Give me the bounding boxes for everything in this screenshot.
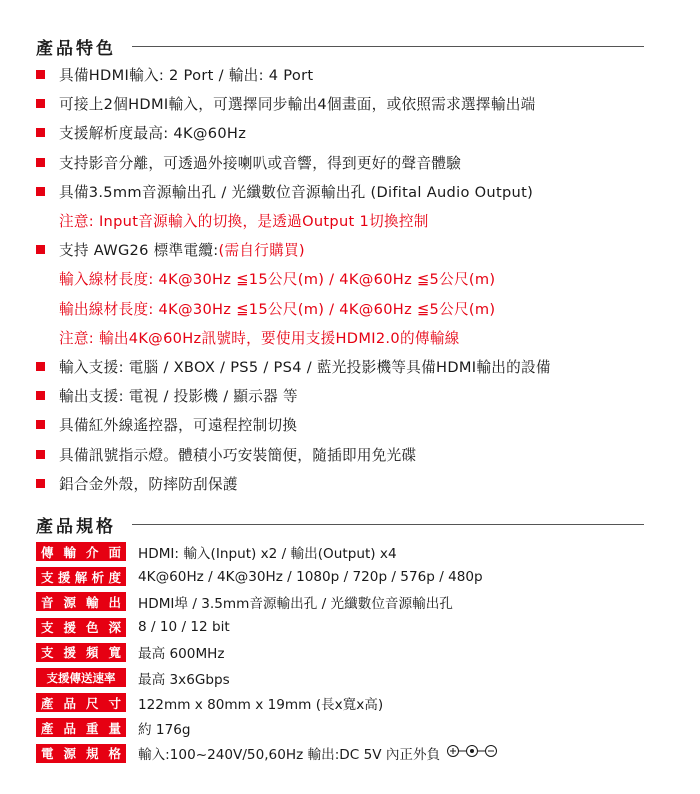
bullet-square-icon bbox=[36, 479, 45, 488]
spec-label: 電 源 規 格 bbox=[36, 744, 126, 763]
spec-value bbox=[138, 718, 191, 738]
feature-item bbox=[36, 177, 656, 206]
bullet-square-icon bbox=[36, 128, 45, 137]
feature-item bbox=[36, 235, 656, 264]
feature-item bbox=[36, 323, 656, 352]
feature-text: 支援解析度最高: 4K@60Hz bbox=[59, 125, 247, 143]
spec-value-text: 122mm x 80mm x 19mm (長x寬x高) bbox=[138, 696, 384, 713]
feature-item bbox=[36, 148, 656, 177]
specs-header bbox=[36, 512, 644, 537]
spec-row bbox=[36, 539, 656, 564]
spec-row bbox=[36, 564, 656, 589]
feature-item bbox=[36, 264, 656, 293]
feature-item bbox=[36, 118, 656, 147]
bullet-square-icon bbox=[36, 362, 45, 371]
spec-label: 支援傳送速率 bbox=[36, 668, 126, 687]
spec-value-text: 約 176g bbox=[138, 721, 191, 738]
feature-text: 具備HDMI輸入: 2 Port / 輸出: 4 Port bbox=[59, 67, 314, 85]
feature-text: 可接上2個HDMI輸入，可選擇同步輸出4個畫面，或依照需求選擇輸出端 bbox=[59, 96, 536, 114]
spec-value bbox=[138, 569, 483, 585]
feature-item bbox=[36, 89, 656, 118]
spec-label: 支 援 色 深 bbox=[36, 618, 126, 637]
feature-item bbox=[36, 352, 656, 381]
feature-text: 注意: 輸出4K@60Hz訊號時，要使用支援HDMI2.0的傳輸線 bbox=[59, 329, 460, 347]
bullet-square-icon bbox=[36, 99, 45, 108]
feature-list bbox=[36, 60, 656, 498]
spec-value-text: 最高 3x6Gbps bbox=[138, 671, 230, 688]
feature-text: 具備訊號指示燈。體積小巧安裝簡便，隨插即用免光碟 bbox=[59, 446, 417, 464]
feature-text: 鋁合金外殼，防摔防刮保護 bbox=[59, 475, 238, 493]
feature-text: 輸入線材長度: 4K@30Hz ≦15公尺(m) / 4K@60Hz ≦5公尺(m) bbox=[59, 271, 496, 289]
feature-note-red: (需自行購買) bbox=[218, 242, 305, 260]
dc-polarity-icon bbox=[446, 744, 498, 762]
spec-value-text: HDMI埠 / 3.5mm音源輸出孔 / 光纖數位音源輸出孔 bbox=[138, 595, 453, 612]
feature-item bbox=[36, 469, 656, 498]
feature-item bbox=[36, 60, 656, 89]
spec-label: 傳 輸 介 面 bbox=[36, 542, 126, 561]
feature-text: 輸出支援: 電視 / 投影機 / 顯示器 等 bbox=[59, 388, 298, 406]
specs-title: 產品規格 bbox=[36, 517, 116, 537]
spec-row bbox=[36, 741, 656, 766]
spec-row bbox=[36, 615, 656, 640]
bullet-square-icon bbox=[36, 420, 45, 429]
bullet-square-icon bbox=[36, 70, 45, 79]
feature-item bbox=[36, 439, 656, 468]
bullet-square-icon bbox=[36, 187, 45, 196]
spec-value-text: 輸入:100~240V/50,60Hz 輸出:DC 5V 內正外負 bbox=[138, 747, 441, 764]
spec-table bbox=[36, 539, 656, 766]
feature-text: 具備紅外線遙控器，可遠程控制切換 bbox=[59, 417, 298, 435]
feature-item bbox=[36, 381, 656, 410]
bullet-square-icon bbox=[36, 391, 45, 400]
spec-value bbox=[138, 619, 230, 635]
feature-text: 具備3.5mm音源輸出孔 / 光纖數位音源輸出孔 (Difital Audio Output) bbox=[59, 183, 534, 201]
spec-value-text: 8 / 10 / 12 bit bbox=[138, 619, 230, 636]
spec-value bbox=[138, 668, 230, 688]
feature-text: 輸入支援: 電腦 / XBOX / PS5 / PS4 / 藍光投影機等具備HDMI輸出的設備 bbox=[59, 358, 551, 376]
features-header bbox=[36, 34, 644, 59]
feature-item bbox=[36, 294, 656, 323]
feature-text: 支持影音分離，可透過外接喇叭或音響，得到更好的聲音體驗 bbox=[59, 154, 462, 172]
bullet-square-icon bbox=[36, 450, 45, 459]
spec-label: 音 源 輸 出 bbox=[36, 592, 126, 611]
spec-row bbox=[36, 665, 656, 690]
spec-label: 產 品 重 量 bbox=[36, 718, 126, 737]
spec-label: 產 品 尺 寸 bbox=[36, 693, 126, 712]
spec-value bbox=[138, 592, 453, 612]
specs-divider bbox=[132, 524, 644, 525]
spec-value bbox=[138, 743, 498, 763]
bullet-square-icon bbox=[36, 158, 45, 167]
spec-value-text: HDMI: 輸入(Input) x2 / 輸出(Output) x4 bbox=[138, 545, 397, 562]
spec-row bbox=[36, 589, 656, 614]
feature-text: 輸出線材長度: 4K@30Hz ≦15公尺(m) / 4K@60Hz ≦5公尺(m) bbox=[59, 300, 496, 318]
spec-label: 支 援 頻 寬 bbox=[36, 643, 126, 662]
feature-text: 注意: Input音源輸入的切換，是透過Output 1切換控制 bbox=[59, 213, 429, 231]
spec-row bbox=[36, 715, 656, 740]
features-title: 產品特色 bbox=[36, 39, 116, 59]
spec-value bbox=[138, 642, 225, 662]
feature-item bbox=[36, 206, 656, 235]
spec-label: 支 援 解 析 度 bbox=[36, 567, 126, 586]
features-divider bbox=[132, 46, 644, 47]
spec-value-text: 最高 600MHz bbox=[138, 646, 225, 663]
bullet-square-icon bbox=[36, 245, 45, 254]
spec-row bbox=[36, 640, 656, 665]
spec-value-text: 4K@60Hz / 4K@30Hz / 1080p / 720p / 576p / 480p bbox=[138, 568, 483, 585]
spec-value bbox=[138, 542, 397, 562]
spec-value bbox=[138, 693, 383, 713]
feature-text: 支持 AWG26 標準電纜: bbox=[59, 242, 219, 260]
feature-item bbox=[36, 410, 656, 439]
spec-row bbox=[36, 690, 656, 715]
